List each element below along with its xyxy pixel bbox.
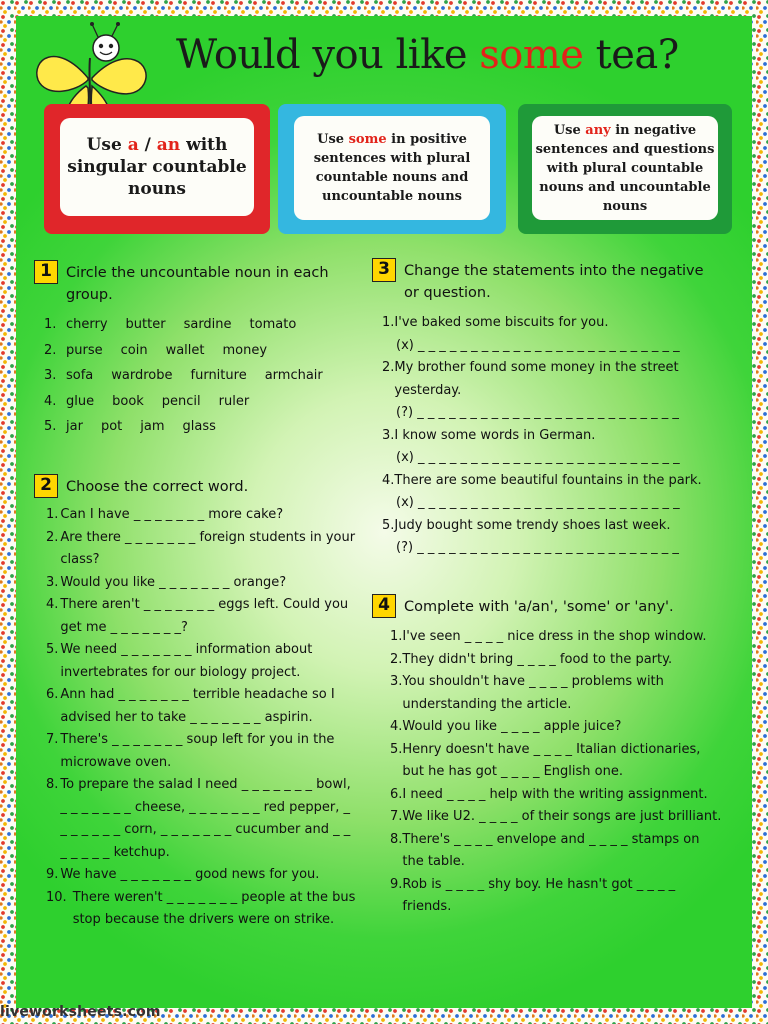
exercise-number-badge: 1 [34, 260, 58, 284]
word-option[interactable]: pot [100, 419, 123, 434]
item-sentence: To prepare the salad I need _ _ _ _ _ _ _ bowl, _ _ _ _ _ _ _ cheese, _ _ _ _ _ _ _ red pepper, _ _ _ _ _ _ _ corn, _ _ _ _ _ _ _ cucumber and _ _ _ _ _ _ _ ketchup. [60, 777, 355, 860]
answer-line[interactable] [382, 335, 716, 358]
word-option[interactable]: glue [66, 393, 95, 409]
exercise-number-badge: 4 [372, 594, 396, 618]
word-option[interactable]: jar [66, 419, 83, 434]
word-option[interactable]: armchair [264, 368, 323, 383]
answer-blank[interactable]: _ _ _ _ _ _ _ _ _ _ _ _ _ _ _ _ _ _ _ _ _ _ _ _ _ [417, 405, 679, 420]
exercise-item [382, 515, 716, 538]
word-option[interactable]: furniture [190, 368, 247, 383]
item-sentence: Can I have _ _ _ _ _ _ _ more cake? [60, 507, 284, 522]
exercise-2-items [34, 504, 360, 932]
exercise-item [46, 887, 360, 932]
word-option[interactable]: ruler [218, 393, 250, 409]
exercise-item [390, 874, 722, 919]
exercise-4 [372, 594, 722, 919]
answer-blank[interactable]: _ _ _ _ _ _ _ _ _ _ _ _ _ _ _ _ _ _ _ _ _ _ _ _ _ [417, 540, 679, 555]
item-sentence: There's _ _ _ _ envelope and _ _ _ _ stamps on the table. [402, 831, 704, 869]
item-sentence: There's _ _ _ _ _ _ _ soup left for you in the microwave oven. [60, 732, 339, 770]
exercise-4-instruction: Complete with 'a/an', 'some' or 'any'. [404, 599, 674, 615]
item-number: 8. [390, 831, 403, 847]
item-number: 2. [390, 651, 403, 667]
exercise-number-badge: 2 [34, 474, 58, 498]
rule-description: in negative sentences and questions with plural countable nouns and uncountable nouns [535, 122, 715, 214]
rule-text-any [532, 116, 718, 220]
item-sentence: There aren't _ _ _ _ _ _ _ eggs left. Could you get me _ _ _ _ _ _ _? [60, 597, 353, 635]
exercise-3-header [372, 258, 716, 304]
exercise-item [390, 739, 722, 784]
item-sentence: I've baked some biscuits for you. [394, 315, 609, 330]
item-sentence: You shouldn't have _ _ _ _ problems with understanding the article. [402, 674, 669, 712]
exercise-item [390, 784, 722, 807]
word-option[interactable]: money [222, 342, 268, 358]
item-sentence: There weren't _ _ _ _ _ _ _ people at the bus stop because the drivers were on strike. [72, 889, 360, 927]
rule-box-a-an [44, 104, 270, 234]
exercise-item [390, 806, 722, 829]
word-option[interactable]: wardrobe [111, 368, 173, 383]
exercise-item [390, 626, 722, 649]
answer-mark: (x) [396, 495, 414, 510]
exercise-2-header [34, 474, 356, 498]
item-number: 1. [44, 317, 57, 332]
exercise-item [46, 729, 356, 774]
exercise-item [46, 527, 360, 572]
exercise-3-instruction: Change the statements into the negative or question. [404, 263, 704, 301]
item-number: 4. [46, 597, 59, 612]
item-sentence: We like U2. _ _ _ _ of their songs are just brilliant. [402, 809, 722, 824]
item-number: 3. [390, 674, 403, 689]
exercise-item [390, 671, 722, 716]
rule-word-an: an [156, 135, 181, 155]
word-option[interactable]: coin [120, 342, 148, 358]
word-group-row [44, 414, 356, 440]
item-sentence: Ann had _ _ _ _ _ _ _ terrible headache so I advised her to take _ _ _ _ _ _ _ aspirin. [60, 687, 339, 725]
item-number: 9. [46, 867, 59, 882]
item-sentence: I've seen _ _ _ _ nice dress in the shop window. [402, 629, 707, 644]
brand-watermark: liveworksheets.com [0, 1004, 161, 1020]
exercise-1-groups [34, 312, 356, 440]
word-option[interactable]: butter [125, 317, 166, 332]
item-number: 9. [390, 876, 403, 892]
word-group-row [44, 338, 356, 364]
exercise-item [390, 716, 722, 739]
exercise-item [382, 425, 716, 448]
item-number: 6. [390, 786, 403, 802]
word-option[interactable]: sardine [183, 317, 232, 332]
rule-use-label: Use [553, 122, 586, 138]
title-highlight: some [479, 32, 584, 78]
answer-mark: (x) [396, 450, 414, 465]
exercise-item [46, 774, 356, 864]
item-number: 6. [46, 687, 59, 702]
item-sentence: I know some words in German. [394, 427, 596, 443]
item-sentence: Would you like _ _ _ _ _ _ _ orange? [60, 574, 287, 590]
word-option[interactable]: book [112, 393, 144, 409]
rule-use-label: Use [317, 132, 349, 147]
word-option[interactable]: cherry [66, 317, 108, 332]
word-option[interactable]: glass [182, 419, 216, 434]
title-text-before: Would you like [176, 32, 480, 78]
item-number: 7. [46, 732, 59, 747]
answer-blank[interactable]: _ _ _ _ _ _ _ _ _ _ _ _ _ _ _ _ _ _ _ _ _ _ _ _ _ [417, 495, 680, 510]
word-option[interactable]: jam [140, 419, 165, 434]
item-number: 5. [46, 642, 59, 657]
item-number: 3. [46, 574, 59, 590]
answer-line[interactable] [382, 492, 716, 515]
item-sentence: My brother found some money in the street yesterday. [394, 360, 683, 398]
exercise-item [382, 470, 716, 493]
exercise-2-instruction: Choose the correct word. [66, 479, 249, 495]
item-number: 2. [382, 360, 395, 375]
item-number: 1. [390, 629, 403, 644]
exercise-item [46, 504, 356, 527]
rule-text-a-an [60, 118, 254, 216]
word-group-row [44, 363, 356, 389]
exercise-3 [372, 258, 716, 560]
exercise-item [46, 594, 356, 639]
word-option[interactable]: purse [66, 342, 103, 358]
exercise-4-items [372, 626, 722, 919]
item-sentence: They didn't bring _ _ _ _ food to the party. [402, 651, 673, 667]
answer-line[interactable] [382, 447, 716, 470]
exercise-item [382, 312, 716, 335]
item-sentence: Judy bought some trendy shoes last week. [394, 517, 671, 533]
title-text-after: tea? [583, 32, 679, 78]
rule-description: with singular countable nouns [67, 135, 247, 199]
item-number: 4. [44, 393, 57, 409]
answer-line[interactable] [382, 537, 716, 560]
item-sentence: We have _ _ _ _ _ _ _ good news for you. [60, 867, 320, 882]
item-number: 2. [46, 529, 59, 545]
exercise-1 [34, 260, 356, 440]
word-option[interactable]: wallet [165, 342, 205, 358]
item-sentence: I need _ _ _ _ help with the writing assignment. [402, 786, 708, 802]
answer-mark: (?) [396, 405, 414, 420]
item-number: 3. [44, 368, 57, 383]
answer-blank[interactable]: _ _ _ _ _ _ _ _ _ _ _ _ _ _ _ _ _ _ _ _ _ _ _ _ _ [417, 337, 680, 353]
answer-line[interactable] [382, 402, 716, 425]
answer-mark: (x) [396, 337, 414, 353]
word-option[interactable]: tomato [249, 317, 297, 332]
exercise-item [46, 572, 356, 595]
rule-slash: / [138, 135, 157, 155]
item-number: 8. [46, 777, 59, 792]
item-number: 1. [382, 315, 395, 330]
item-sentence: Rob is _ _ _ _ shy boy. He hasn't got _ _ _ _ friends. [402, 876, 680, 914]
exercise-3-items [372, 312, 716, 560]
rule-word-some: some [348, 132, 387, 147]
exercise-item [46, 864, 356, 887]
rule-word-any: any [585, 122, 611, 138]
rule-box-any [518, 104, 732, 234]
word-option[interactable]: sofa [66, 368, 94, 383]
worksheet [16, 16, 752, 1008]
item-sentence: Henry doesn't have _ _ _ _ Italian dictionaries, but he has got _ _ _ _ English one. [402, 741, 705, 779]
exercise-item [390, 829, 722, 874]
exercise-4-header [372, 594, 722, 618]
rule-box-some [278, 104, 506, 234]
rule-description: in positive sentences with plural countable nouns and uncountable nouns [313, 132, 471, 204]
item-number: 5. [382, 517, 395, 533]
item-sentence: Would you like _ _ _ _ apple juice? [402, 719, 622, 734]
exercise-1-header [34, 260, 356, 306]
item-number: 1. [46, 507, 59, 522]
rule-use-label: Use [86, 135, 128, 155]
item-number: 10. [46, 889, 67, 905]
rule-word-a: a [127, 135, 139, 155]
answer-blank[interactable]: _ _ _ _ _ _ _ _ _ _ _ _ _ _ _ _ _ _ _ _ _ _ _ _ _ [417, 450, 680, 465]
exercise-2 [34, 474, 360, 932]
exercise-item [382, 357, 716, 402]
page-title [176, 32, 736, 78]
item-number: 4. [382, 472, 395, 488]
word-option[interactable]: pencil [161, 393, 201, 409]
word-group-row [44, 389, 356, 415]
item-number: 3. [382, 427, 395, 443]
item-sentence: There are some beautiful fountains in the park. [394, 472, 702, 488]
exercise-item [46, 639, 356, 684]
item-sentence: Are there _ _ _ _ _ _ _ foreign students in your class? [60, 529, 360, 567]
word-group-row [44, 312, 356, 338]
item-number: 5. [390, 741, 403, 757]
exercise-1-instruction: Circle the uncountable noun in each group. [66, 265, 329, 303]
exercise-number-badge: 3 [372, 258, 396, 282]
item-sentence: We need _ _ _ _ _ _ _ information about invertebrates for our biology project. [60, 642, 317, 680]
item-number: 5. [44, 419, 57, 434]
item-number: 4. [390, 719, 403, 734]
rule-text-some [294, 116, 490, 220]
exercise-item [46, 684, 356, 729]
exercise-item [390, 649, 722, 672]
answer-mark: (?) [396, 540, 414, 555]
item-number: 2. [44, 342, 57, 358]
item-number: 7. [390, 809, 403, 824]
